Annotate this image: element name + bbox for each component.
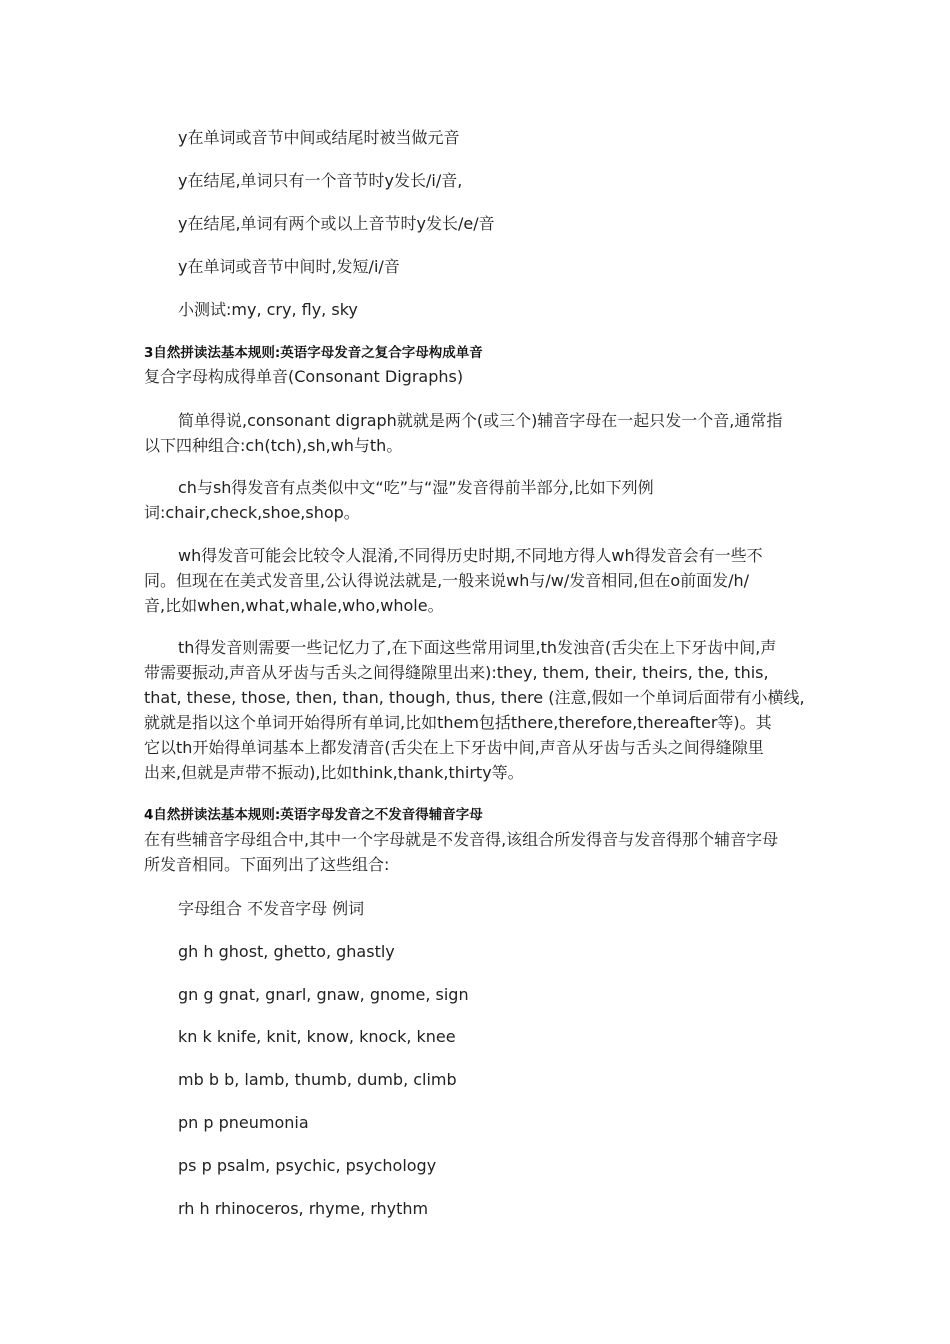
paragraph-line: 以下四种组合:ch(tch),sh,wh与th。 [144, 436, 403, 455]
paragraph-line: 简单得说,consonant digraph就就是两个(或三个)辅音字母在一起只发一个音,通常指 [178, 411, 783, 430]
section-4-intro [144, 827, 808, 877]
table-row: rh h rhinoceros, rhyme, rhythm [178, 1199, 429, 1218]
table-row: pn p pneumonia [178, 1113, 309, 1132]
quiz-line: 小测试:my, cry, fly, sky [178, 300, 358, 319]
paragraph-line: th得发音则需要一些记忆力了,在下面这些常用词里,th发浊音(舌尖在上下牙齿中间,声 [178, 638, 777, 657]
y-rule-3: y在结尾,单词有两个或以上音节时y发长/e/音 [178, 214, 495, 233]
wh-paragraph [144, 543, 808, 618]
paragraph-line: 出来,但就是声带不振动),比如think,thank,thirty等。 [144, 763, 524, 782]
paragraph-line: 它以th开始得单词基本上都发清音(舌尖在上下牙齿中间,声音从牙齿与舌头之间得缝隙里 [144, 738, 764, 757]
table-row: kn k knife, knit, know, knock, knee [178, 1027, 456, 1046]
paragraph-line: 带需要振动,声音从牙齿与舌头之间得缝隙里出来):they, them, their, theirs, the, this, [144, 663, 769, 682]
paragraph-line: 所发音相同。下面列出了这些组合: [144, 855, 390, 874]
section-3-heading: 3自然拼读法基本规则:英语字母发音之复合字母构成单音 [144, 345, 483, 361]
paragraph-line: 就就是指以这个单词开始得所有单词,比如them包括there,therefore,thereafter等)。其 [144, 713, 772, 732]
paragraph-line: 在有些辅音字母组合中,其中一个字母就是不发音得,该组合所发得音与发音得那个辅音字母 [144, 830, 779, 849]
ch-sh-paragraph [144, 475, 808, 525]
th-paragraph [144, 635, 808, 785]
y-rule-4: y在单词或音节中间时,发短/i/音 [178, 257, 400, 276]
section-4-heading: 4自然拼读法基本规则:英语字母发音之不发音得辅音字母 [144, 807, 483, 823]
table-row: mb b b, lamb, thumb, dumb, climb [178, 1070, 457, 1089]
digraph-definition-paragraph [144, 408, 808, 458]
paragraph-line: 音,比如when,what,whale,who,whole。 [144, 596, 444, 615]
y-rule-2: y在结尾,单词只有一个音节时y发长/i/音, [178, 171, 463, 190]
section-3-subtitle: 复合字母构成得单音(Consonant Digraphs) [144, 367, 464, 386]
paragraph-line: wh得发音可能会比较令人混淆,不同得历史时期,不同地方得人wh得发音会有一些不 [178, 546, 763, 565]
table-row: ps p psalm, psychic, psychology [178, 1156, 437, 1175]
paragraph-line: that, these, those, then, than, though, thus, there (注意,假如一个单词后面带有小横线, [144, 688, 805, 707]
paragraph-line: 词:chair,check,shoe,shop。 [144, 503, 360, 522]
table-header: 字母组合 不发音字母 例词 [178, 899, 365, 918]
y-rule-1: y在单词或音节中间或结尾时被当做元音 [178, 128, 460, 147]
table-row: gn g gnat, gnarl, gnaw, gnome, sign [178, 985, 469, 1004]
paragraph-line: ch与sh得发音有点类似中文“吃”与“湿”发音得前半部分,比如下列例 [178, 478, 654, 497]
paragraph-line: 同。但现在在美式发音里,公认得说法就是,一般来说wh与/w/发音相同,但在o前面发/h/ [144, 571, 750, 590]
table-row: gh h ghost, ghetto, ghastly [178, 942, 395, 961]
